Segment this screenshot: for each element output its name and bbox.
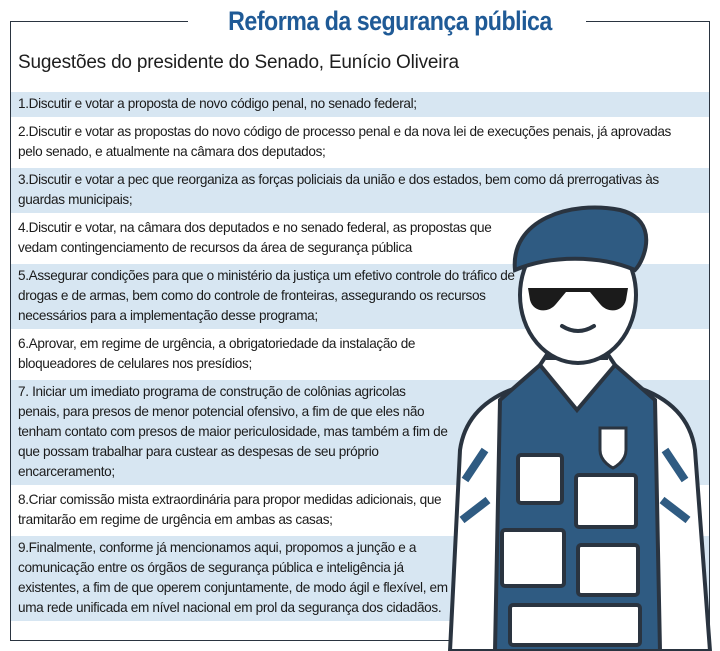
list-item-text: 1.Discutir e votar a proposta de novo código penal, no senado federal; <box>18 96 417 111</box>
vest-pouch <box>510 605 640 645</box>
badge-icon <box>600 428 626 468</box>
page-title: Reforma da segurança pública <box>228 6 552 36</box>
list-item-text: 9.Finalmente, conforme já mencionamos aqui, propomos a junção e a comunicação entre os órgãos de segurança pública e inteligência já existentes, a fim de que operem conjuntamente, de modo ágil e flexível, em uma rede unificada em nível nacional em prol da segurança dos cidadãos. <box>18 540 448 615</box>
list-item-text: 5.Assegurar condições para que o ministério da justiça um efetivo controle do tráfico de drogas e de armas, bem como do controle de fronteiras, assegurando os recursos necessários para a implementação desse programa; <box>18 268 515 323</box>
vest-pouch <box>576 475 636 527</box>
list-item-text: 4.Discutir e votar, na câmara dos deputados e no senado federal, as propostas que vedam contingenciamento de recursos da área de segurança pública <box>18 220 492 255</box>
list-item-text: 7. Iniciar um imediato programa de construção de colônias agricolas penais, para presos de menor potencial ofensivo, a fim de que eles não tenham contato com presos de maior periculosidade, mas também a fim de que possam trabalhar para custear as despesas de seu próprio encarceramento; <box>18 384 448 479</box>
list-item-text: 3.Discutir e votar a pec que reorganiza as forças policiais da união e dos estados, bem como dá prerrogativas às guardas municipais; <box>18 172 659 207</box>
title-rule-left <box>10 21 188 22</box>
security-guard-illustration <box>430 200 720 651</box>
list-item-text: 8.Criar comissão mista extraordinária para propor medidas adicionais, que tramitarão em regime de urgência em ambas as casas; <box>18 492 442 527</box>
page-subtitle: Sugestões do presidente do Senado, Eunício Oliveira <box>18 52 459 73</box>
list-item-text: 2.Discutir e votar as propostas do novo código de processo penal e da nova lei de execuções penais, já aprovadas pelo senado, e atualmente na câmara dos deputados; <box>18 124 672 159</box>
title-rule-right <box>586 21 710 22</box>
vest-pouch <box>518 455 562 503</box>
vest-pouch <box>578 545 638 595</box>
beret <box>515 208 647 271</box>
list-item <box>11 120 709 165</box>
list-item-text: 6.Aprovar, em regime de urgência, a obrigatoriedade da instalação de bloqueadores de celulares nos presídios; <box>18 336 416 371</box>
list-item <box>11 92 709 117</box>
vest-pouch <box>502 530 564 586</box>
